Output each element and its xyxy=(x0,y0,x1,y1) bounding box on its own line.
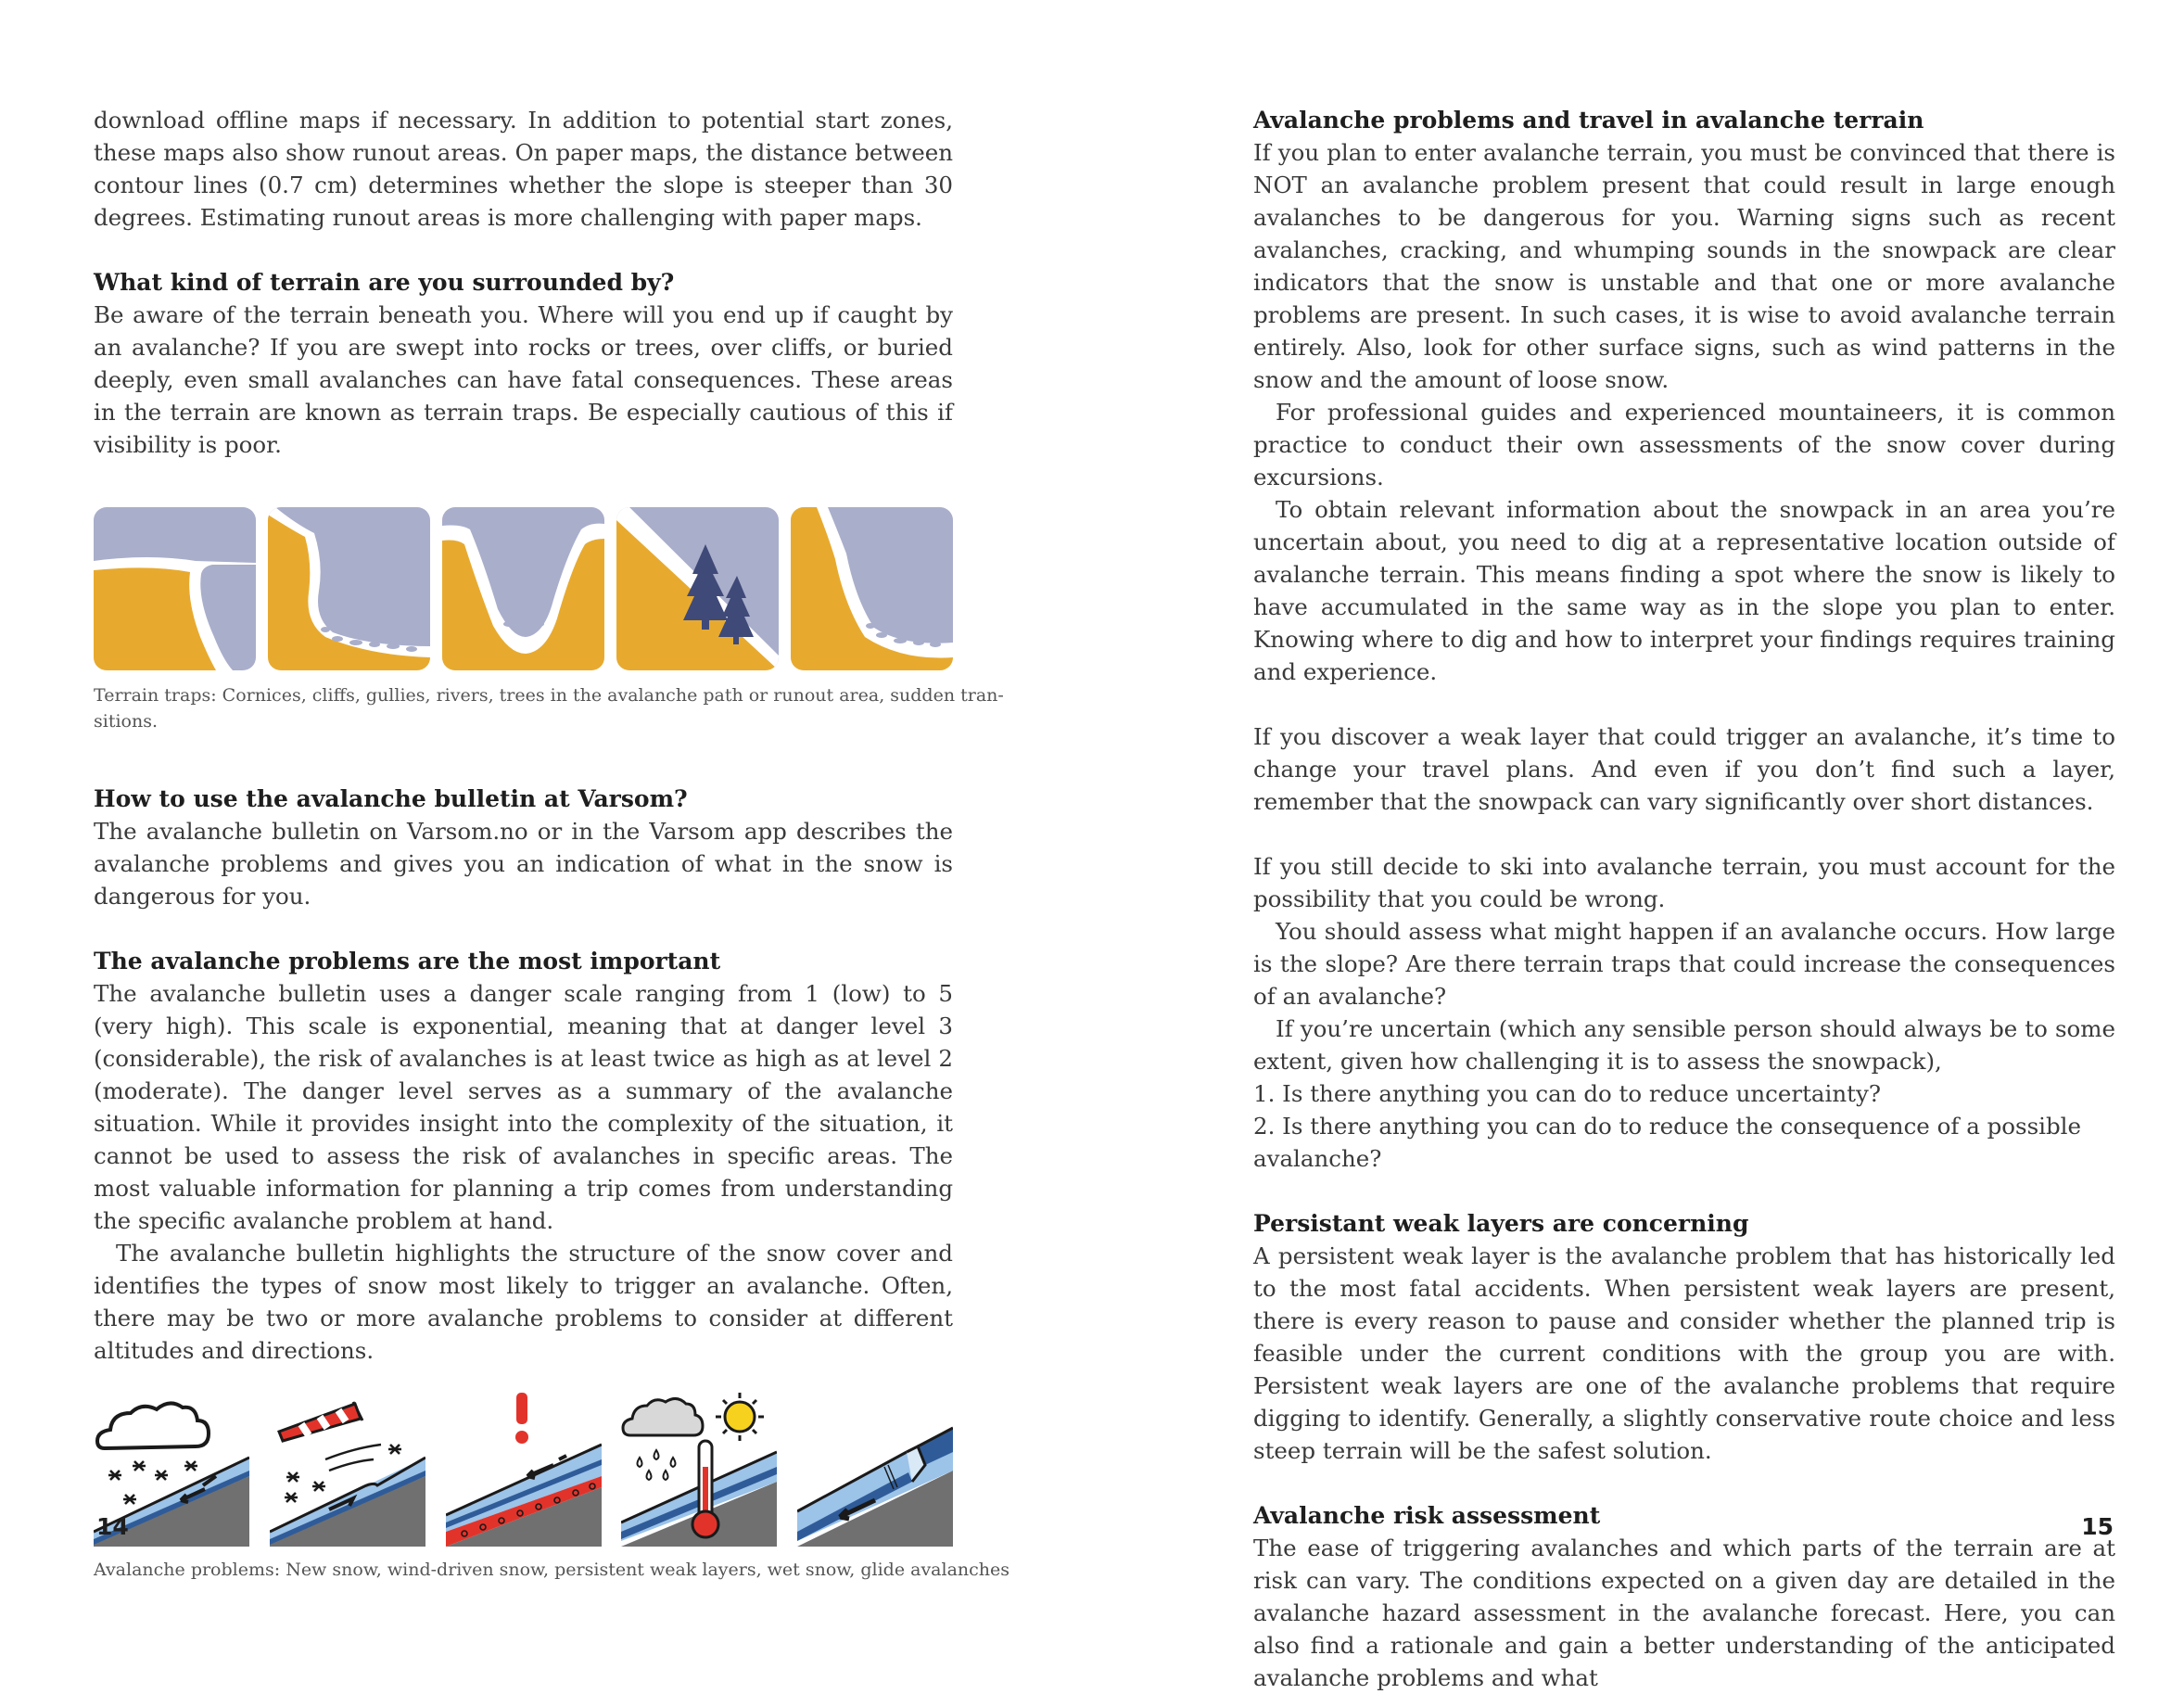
page-number-left: 14 xyxy=(96,1513,129,1540)
trees-icon xyxy=(616,507,779,670)
cliff-icon xyxy=(268,507,430,670)
uncertainty-list xyxy=(1253,1077,2115,1175)
wet-snow-icon xyxy=(621,1393,777,1547)
bulletin-heading: How to use the avalanche bulletin at Varsom? xyxy=(94,785,688,812)
problems-paragraph-2: The avalanche bulletin highlights the structure of the snow cover and identifies the types of snow most likely to trigger an avalanche. Often, there may be two or more avalanche problems to consider at different altitudes and directions. xyxy=(94,1240,953,1364)
right-column xyxy=(1253,104,2115,1694)
intro-paragraph: download offline maps if necessary. In addition to potential start zones, these maps also show runout areas. On paper maps, the distance between contour lines (0.7 cm) determines whether the slope is steeper than 30 degrees. Estimating runout areas is more challenging with paper maps. xyxy=(94,107,953,231)
list-item: 1. Is there anything you can do to reduce uncertainty? xyxy=(1253,1080,1881,1107)
terrain-traps-figure xyxy=(94,507,953,670)
wind-snow-icon xyxy=(270,1393,425,1547)
left-column xyxy=(94,104,1010,1584)
risk-paragraph: The ease of triggering avalanches and which parts of the terrain are at risk can vary. The conditions expected on a given day are detailed in the avalanche hazard assessment in the avalanche forecast. Here, you can also find a rationale and gain a better understanding of the anticipated avalanche problems and what xyxy=(1253,1535,2115,1691)
decide-paragraph-3: If you’re uncertain (which any sensible person should always be to some extent, given how challenging it is to assess the snowpack), xyxy=(1253,1015,2115,1075)
terrain-caption-line2: sitions. xyxy=(94,710,159,732)
problems-heading: The avalanche problems are the most important xyxy=(94,948,721,974)
travel-paragraph-1: If you plan to enter avalanche terrain, you must be convinced that there is NOT an avalanche problem present that could result in large enough avalanches to be dangerous for you. Warning signs such as recent avalanches, cracking, and whumping sounds in the snowpack are clear indicators that the snow is unstable and that one or more avalanche problems are present. In such cases, it is wise to avoid avalanche terrain entirely. Also, look for other surface signs, such as wind patterns in the snow and the amount of loose snow. xyxy=(1253,139,2115,393)
travel-paragraph-3: To obtain relevant information about the snowpack in an area you’re uncertain about, you need to dig at a representative location outside of avalanche terrain. This means finding a spot where the snow is likely to have accumulated in the same way as in the slope you plan to enter. Knowing where to dig and how to interpret your findings requires training and experience. xyxy=(1253,496,2115,685)
decide-paragraph-1: If you still decide to ski into avalanche terrain, you must account for the possibility that you could be wrong. xyxy=(1253,853,2115,912)
travel-paragraph-2: For professional guides and experienced mountaineers, it is common practice to conduct their own assessments of the snow cover during excursions. xyxy=(1253,399,2115,490)
problems-caption: Avalanche problems: New snow, wind-driven snow, persistent weak layers, wet snow, glide avalanches xyxy=(94,1560,1010,1580)
decide-paragraph-2: You should assess what might happen if an avalanche occurs. How large is the slope? Are there terrain traps that could increase the consequences of an avalanche? xyxy=(1253,918,2115,1010)
list-item: 2. Is there anything you can do to reduce the consequence of a possible avalanche? xyxy=(1253,1113,2082,1172)
terrain-caption-line1: Terrain traps: Cornices, cliffs, gullies, rivers, trees in the avalanche path or runout area, sudden tran- xyxy=(94,685,1004,706)
avalanche-problems-figure xyxy=(94,1393,953,1547)
problems-paragraph-1: The avalanche bulletin uses a danger scale ranging from 1 (low) to 5 (very high). This scale is exponential, meaning that at danger level 3 (considerable), the risk of avalanches is at least twice as high as at level 2 (moderate). The danger level serves as a summary of the avalanche situation. While it provides insight into the complexity of the situation, it cannot be used to assess the risk of avalanches in specific areas. The most valuable information for planning a trip comes from understanding the specific avalanche problem at hand. xyxy=(94,980,953,1234)
risk-heading: Avalanche risk assessment xyxy=(1253,1502,1601,1529)
terrain-heading: What kind of terrain are you surrounded by? xyxy=(94,269,675,296)
persistent-weak-layer-icon xyxy=(446,1393,602,1547)
glide-avalanche-icon xyxy=(797,1393,953,1547)
weak-layer-paragraph: If you discover a weak layer that could trigger an avalanche, it’s time to change your travel plans. And even if you don’t find such a layer, remember that the snowpack can vary significantly over short distances. xyxy=(1253,723,2115,815)
persistent-heading: Persistant weak layers are concerning xyxy=(1253,1210,1749,1237)
bulletin-paragraph: The avalanche bulletin on Varsom.no or in the Varsom app describes the avalanche problems and gives you an indication of what in the snow is dangerous for you. xyxy=(94,818,953,910)
transition-icon xyxy=(791,507,953,670)
left-page xyxy=(0,0,1092,1592)
page-number-right: 15 xyxy=(2081,1513,2114,1540)
gully-icon xyxy=(442,507,604,670)
cornice-icon xyxy=(94,507,256,670)
right-page xyxy=(1092,0,2184,1691)
persistent-paragraph: A persistent weak layer is the avalanche problem that has historically led to the most fatal accidents. When persistent weak layers are present, there is every reason to pause and consider whether the planned trip is feasible under the current conditions with the group you are with. Persistent weak layers are one of the avalanche problems that require digging to identify. Generally, a slightly conservative route choice and less steep terrain will be the safest solution. xyxy=(1253,1242,2115,1464)
travel-heading: Avalanche problems and travel in avalanche terrain xyxy=(1253,107,1924,134)
terrain-paragraph: Be aware of the terrain beneath you. Where will you end up if caught by an avalanche? If you are swept into rocks or trees, over cliffs, or buried deeply, even small avalanches can have fatal consequences. These areas in the terrain are known as terrain traps. Be especially cautious of this if visibility is poor. xyxy=(94,301,953,458)
